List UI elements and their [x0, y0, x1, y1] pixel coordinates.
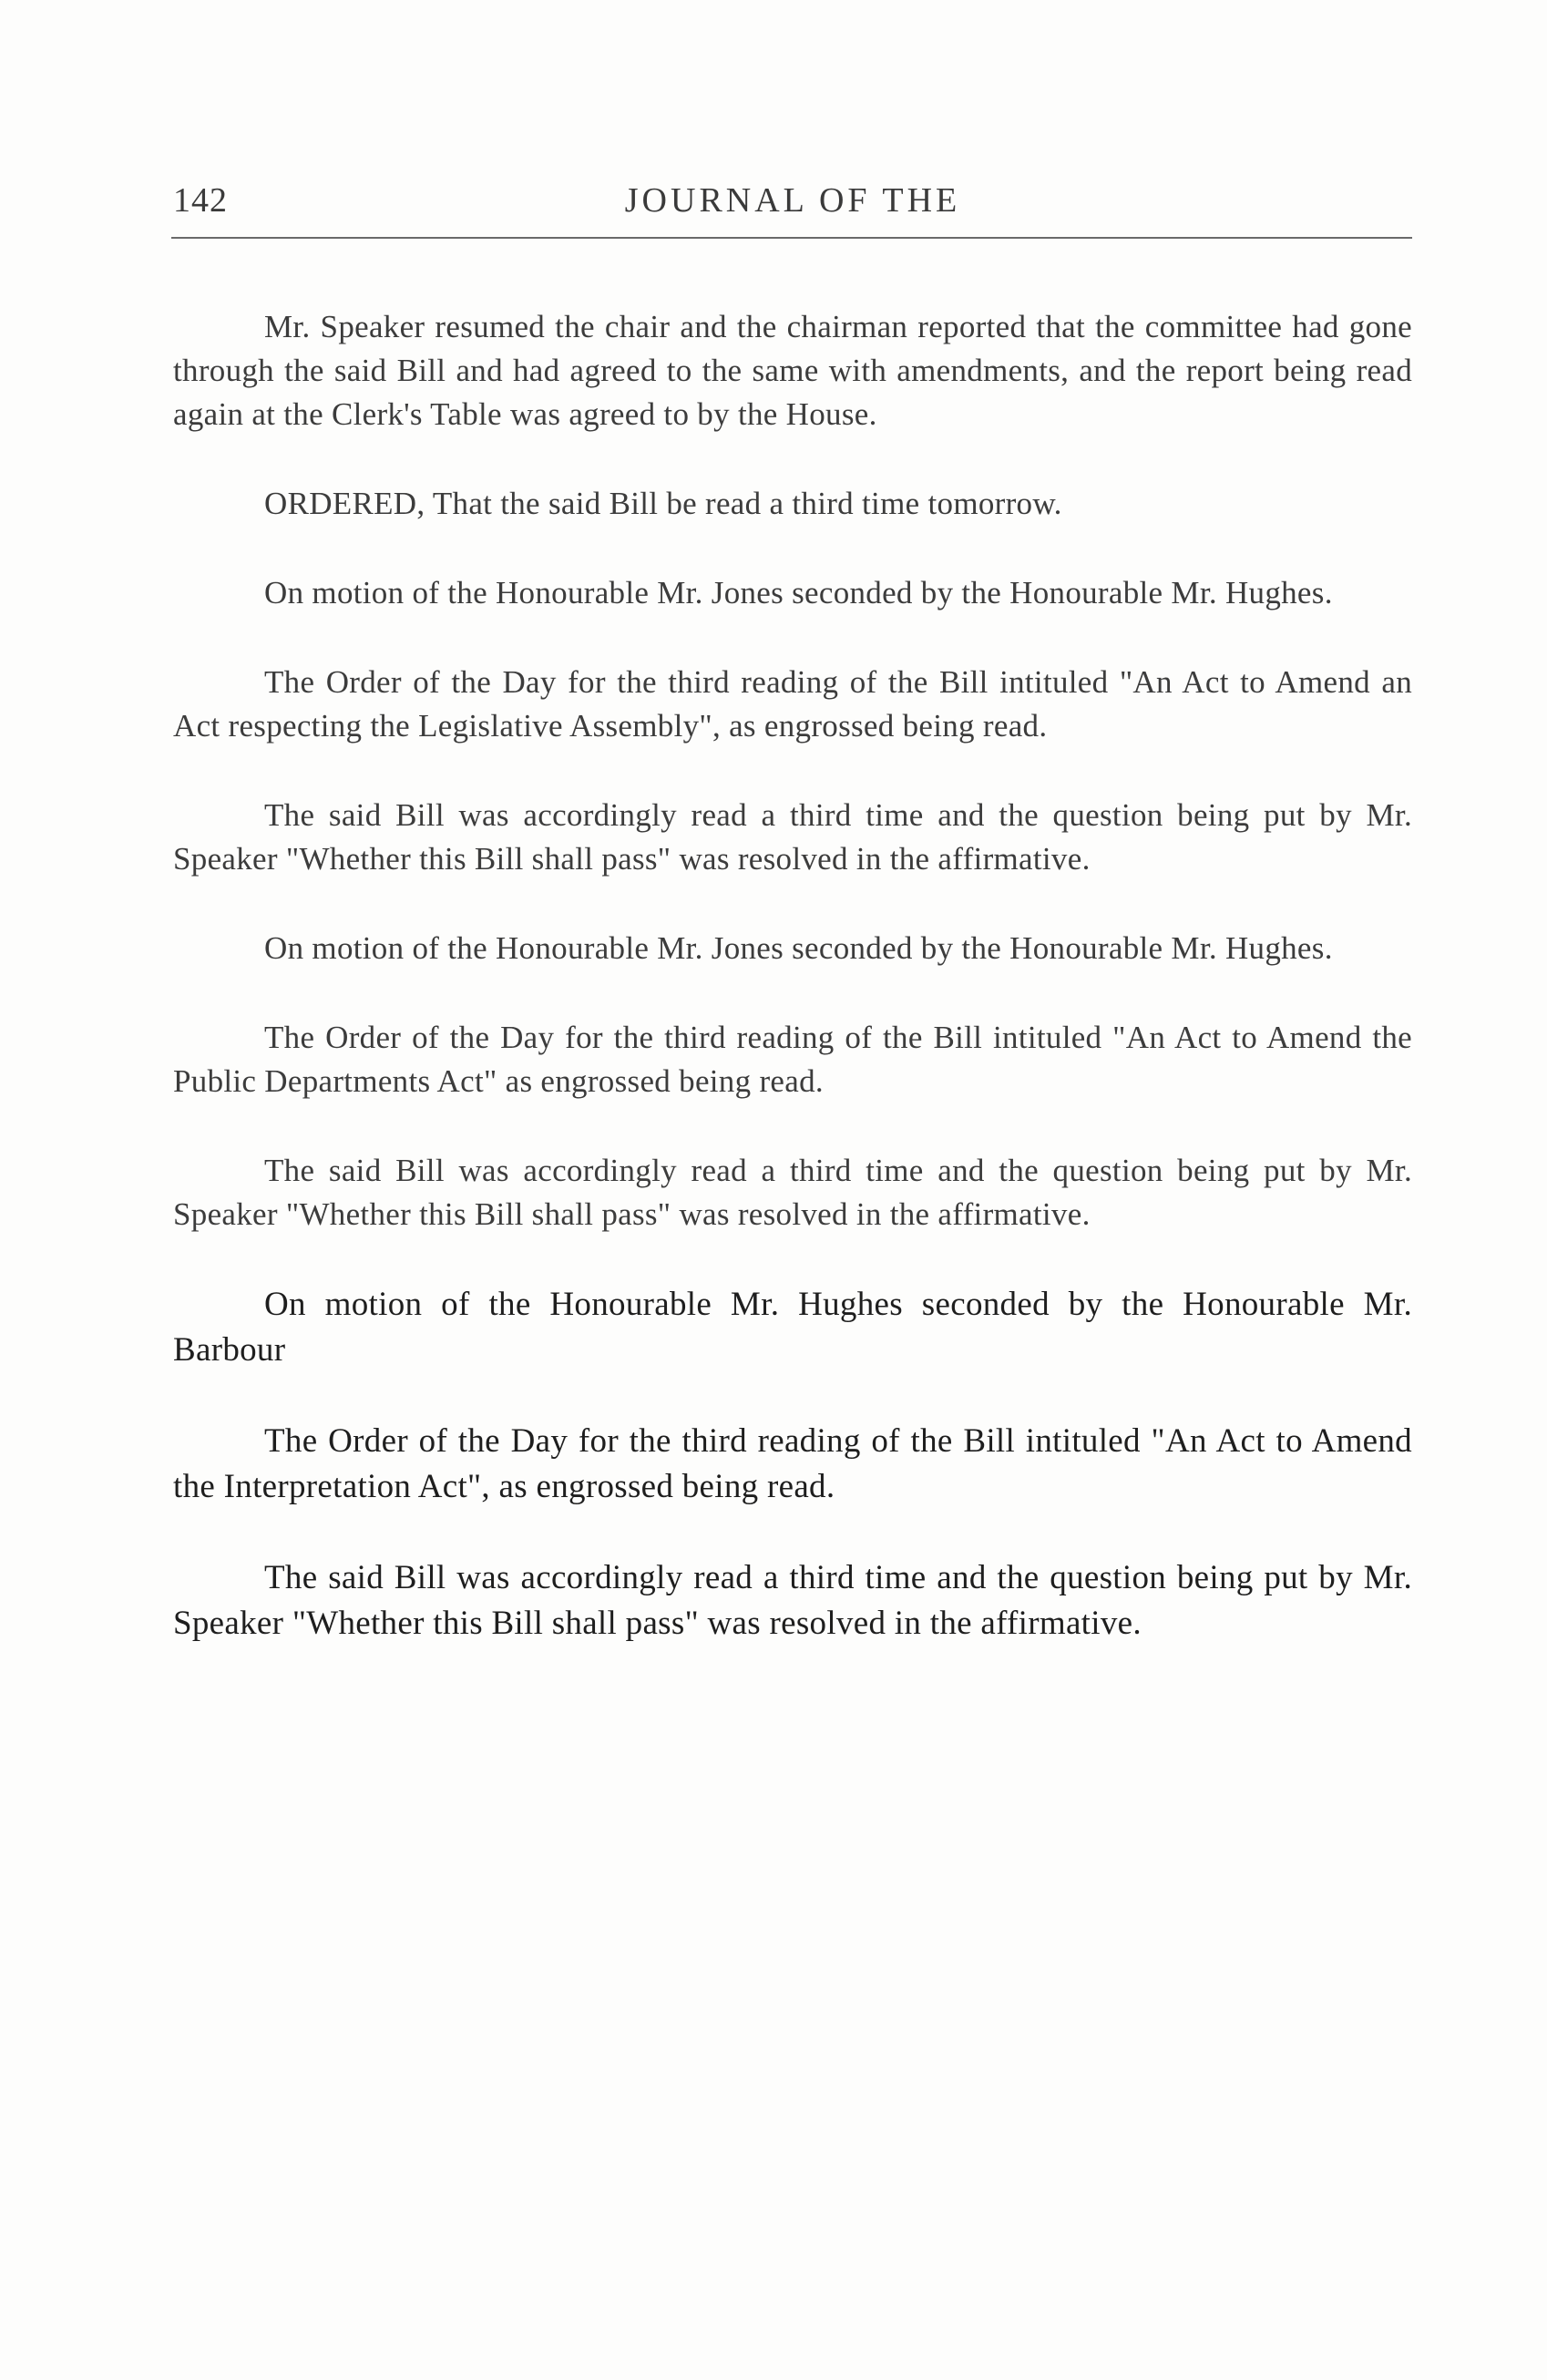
paragraph-motion-1: On motion of the Honourable Mr. Jones seconded by the Honourable Mr. Hughes. — [264, 575, 1333, 610]
paragraph-order-of-day-3: The Order of the Day for the third reading of the Bill intituled "An Act to Amend the Interpretation Act", as engrossed being read. — [173, 1422, 1412, 1505]
paragraph-resolution-3: The said Bill was accordingly read a third time and the question being put by Mr. Speaker "Whether this Bill shall pass" was resolved in the affirmative. — [173, 1559, 1412, 1642]
journal-body — [173, 305, 1412, 1692]
paragraph-order-of-day-1: The Order of the Day for the third reading of the Bill intituled "An Act to Amend an Act respecting the Legislative Assembly", as engrossed being read. — [173, 664, 1412, 744]
paragraph-motion-2: On motion of the Honourable Mr. Jones seconded by the Honourable Mr. Hughes. — [264, 930, 1333, 966]
page-header — [173, 180, 1412, 235]
header-rule — [171, 237, 1412, 239]
paragraph-committee-report: Mr. Speaker resumed the chair and the chairman reported that the committee had gone through the said Bill and had agreed to the same with amendments, and the report being read again at the Clerk's Table was agreed to by the House. — [173, 309, 1412, 432]
paragraph-motion-3: On motion of the Honourable Mr. Hughes seconded by the Honourable Mr. Barbour — [173, 1286, 1412, 1369]
paragraph-resolution-1: The said Bill was accordingly read a third time and the question being put by Mr. Speaker "Whether this Bill shall pass" was resolved in the affirmative. — [173, 797, 1412, 877]
paragraph-order-of-day-2: The Order of the Day for the third reading of the Bill intituled "An Act to Amend the Public Departments Act" as engrossed being read. — [173, 1020, 1412, 1099]
page-number: 142 — [173, 181, 228, 220]
running-head: JOURNAL OF THE — [624, 181, 961, 220]
paragraph-resolution-2: The said Bill was accordingly read a third time and the question being put by Mr. Speaker "Whether this Bill shall pass" was resolved in the affirmative. — [173, 1153, 1412, 1232]
paragraph-ordered: ORDERED, That the said Bill be read a third time tomorrow. — [264, 486, 1062, 521]
